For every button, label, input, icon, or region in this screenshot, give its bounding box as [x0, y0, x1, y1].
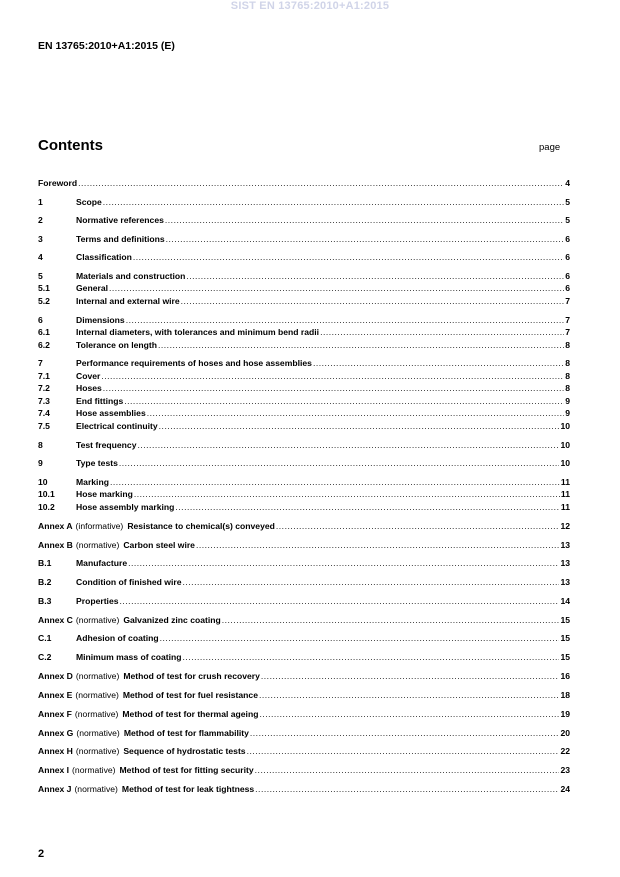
page-column-label: page: [539, 142, 561, 153]
toc-title: Condition of finished wire: [76, 577, 182, 587]
toc-page-number: 11: [560, 489, 570, 499]
toc-leader-dots: [313, 357, 564, 370]
toc-leader-dots: [183, 576, 560, 589]
toc-title: End fittings: [76, 396, 124, 406]
toc-page-number: 23: [560, 765, 570, 775]
toc-entry[interactable]: [38, 576, 570, 589]
toc-page-number: 15: [560, 652, 570, 662]
toc-title: Internal diameters, with tolerances and minimum bend radii: [76, 327, 320, 337]
toc-annex-label: Annex D: [38, 671, 73, 681]
toc-page-number: 4: [565, 178, 570, 188]
toc-entry[interactable]: [38, 196, 570, 209]
toc-page-number: 22: [560, 746, 570, 756]
toc-title: Sequence of hydrostatic tests: [123, 746, 246, 756]
toc-section-number: 2: [38, 215, 43, 225]
page-number: 2: [38, 848, 45, 860]
toc-leader-dots: [276, 520, 560, 533]
toc-page-number: 8: [565, 358, 570, 368]
toc-section-number: B.3: [38, 596, 52, 606]
toc-title: Classification: [76, 252, 132, 262]
toc-page-number: 24: [560, 784, 570, 794]
toc-title: Method of test for fitting security: [119, 765, 254, 775]
toc-page-number: 8: [565, 371, 570, 381]
toc-entry[interactable]: [38, 457, 570, 470]
toc-page-number: 15: [560, 615, 570, 625]
toc-page-number: 10: [560, 421, 570, 431]
toc-section-number: 7.3: [38, 396, 50, 406]
toc-annex-label: Annex B: [38, 540, 73, 550]
toc-page-number: 6: [565, 271, 570, 281]
toc-page-number: 10: [560, 458, 570, 468]
toc-entry[interactable]: [38, 233, 570, 246]
toc-title: Method of test for thermal ageing: [122, 709, 259, 719]
toc-leader-dots: [320, 326, 564, 339]
toc-page-number: 10: [560, 440, 570, 450]
toc-entry[interactable]: [38, 764, 570, 777]
toc-leader-dots: [259, 689, 559, 702]
toc-title: Test frequency: [76, 440, 137, 450]
contents-title: Contents: [38, 137, 103, 154]
toc-page-number: 19: [560, 709, 570, 719]
toc-page-number: 11: [560, 502, 570, 512]
toc-annex-type: (normative): [74, 784, 118, 794]
toc-leader-dots: [119, 457, 560, 470]
toc-page-number: 11: [560, 477, 570, 487]
toc-entry[interactable]: [38, 214, 570, 227]
toc-title: Normative references: [76, 215, 164, 225]
toc-entry[interactable]: [38, 689, 570, 702]
toc-section-number: 3: [38, 234, 43, 244]
toc-annex-label: Annex C: [38, 615, 73, 625]
toc-leader-dots: [109, 282, 564, 295]
toc-annex-type: (normative): [75, 540, 120, 550]
toc-annex-type: (normative): [75, 690, 119, 700]
toc-entry[interactable]: [38, 557, 570, 570]
toc-leader-dots: [158, 339, 564, 352]
toc-entry[interactable]: [38, 488, 570, 501]
toc-section-number: C.1: [38, 633, 52, 643]
toc-entry[interactable]: [38, 632, 570, 645]
toc-title: Carbon steel wire: [123, 540, 195, 550]
toc-leader-dots: [250, 727, 560, 740]
toc-page-number: 13: [560, 558, 570, 568]
toc-leader-dots: [259, 708, 559, 721]
toc-title: Minimum mass of coating: [76, 652, 182, 662]
toc-section-number: 5: [38, 271, 43, 281]
toc-title: Dimensions: [76, 315, 125, 325]
toc-page-number: 5: [565, 197, 570, 207]
toc-leader-dots: [181, 295, 565, 308]
toc-entry[interactable]: [38, 651, 570, 664]
toc-title: Manufacture: [76, 558, 128, 568]
toc-entry[interactable]: [38, 420, 570, 433]
toc-leader-dots: [120, 595, 560, 608]
toc-annex-type: (informative): [75, 521, 124, 531]
toc-leader-dots: [160, 632, 560, 645]
toc-section-number: 6: [38, 315, 43, 325]
toc-leader-dots: [261, 670, 560, 683]
toc-section-number: 7.4: [38, 408, 50, 418]
toc-leader-dots: [134, 488, 560, 501]
toc-page-number: 18: [560, 690, 570, 700]
document-id: EN 13765:2010+A1:2015 (E): [38, 40, 175, 52]
toc-entry[interactable]: [38, 177, 570, 190]
toc-title: Galvanized zinc coating: [123, 615, 221, 625]
toc-title: Marking: [76, 477, 109, 487]
toc-leader-dots: [147, 407, 564, 420]
toc-title: Tolerance on length: [76, 340, 158, 350]
toc-annex-label: Annex I: [38, 765, 70, 775]
toc-annex-label: Annex J: [38, 784, 72, 794]
toc-page-number: 13: [560, 540, 570, 550]
toc-leader-dots: [247, 745, 560, 758]
toc-leader-dots: [133, 251, 564, 264]
toc-entry[interactable]: [38, 282, 570, 295]
toc-entry[interactable]: [38, 745, 570, 758]
toc-leader-dots: [222, 614, 560, 627]
toc-section-number: 7.5: [38, 421, 50, 431]
toc-title: Method of test for flammability: [123, 728, 249, 738]
toc-entry[interactable]: [38, 251, 570, 264]
toc-annex-type: (normative): [74, 709, 119, 719]
toc-entry[interactable]: [38, 439, 570, 452]
toc-annex-type: (normative): [75, 615, 120, 625]
toc-page-number: 16: [560, 671, 570, 681]
toc-annex-label: Annex E: [38, 690, 73, 700]
toc-page-number: 13: [560, 577, 570, 587]
toc-annex-label: Annex F: [38, 709, 72, 719]
toc-leader-dots: [175, 501, 560, 514]
toc-leader-dots: [166, 233, 565, 246]
toc-page-number: 6: [565, 283, 570, 293]
toc-section-number: 1: [38, 197, 43, 207]
toc-section-number: 9: [38, 458, 43, 468]
toc-entry[interactable]: [38, 407, 570, 420]
toc-section-number: B.1: [38, 558, 52, 568]
toc-title: Scope: [76, 197, 102, 207]
toc-page-number: 15: [560, 633, 570, 643]
toc-title: Hose assembly marking: [76, 502, 175, 512]
toc-page-number: 9: [565, 408, 570, 418]
watermark: SIST EN 13765:2010+A1:2015: [230, 0, 390, 12]
toc-entry[interactable]: [38, 295, 570, 308]
toc-entry[interactable]: [38, 670, 570, 683]
toc-page-number: 8: [565, 383, 570, 393]
toc-page-number: 14: [560, 596, 570, 606]
toc-title: Method of test for crush recovery: [123, 671, 260, 681]
toc-section-number: 10: [38, 477, 48, 487]
toc-title: Resistance to chemical(s) conveyed: [127, 521, 275, 531]
toc-title: Materials and construction: [76, 271, 186, 281]
toc-entry[interactable]: [38, 727, 570, 740]
toc-section-number: 5.2: [38, 296, 50, 306]
toc-section-number: 6.1: [38, 327, 50, 337]
toc-page-number: 7: [565, 327, 570, 337]
toc-title: General: [76, 283, 109, 293]
toc-section-number: 4: [38, 252, 43, 262]
toc-page-number: 8: [565, 340, 570, 350]
toc-section-number: 10.2: [38, 502, 55, 512]
toc-annex-label: Annex A: [38, 521, 73, 531]
toc-leader-dots: [183, 651, 560, 664]
toc-entry[interactable]: [38, 382, 570, 395]
toc-title: Hoses: [76, 383, 102, 393]
toc-leader-dots: [255, 764, 560, 777]
toc-page-number: 7: [565, 296, 570, 306]
toc-leader-dots: [78, 177, 564, 190]
toc-annex-label: Annex H: [38, 746, 73, 756]
toc-section-number: B.2: [38, 577, 52, 587]
toc-page-number: 6: [565, 252, 570, 262]
toc-title: Terms and definitions: [76, 234, 165, 244]
toc-leader-dots: [128, 557, 559, 570]
toc-leader-dots: [255, 783, 559, 796]
toc-section-number: 7.2: [38, 383, 50, 393]
toc-annex-type: (normative): [75, 746, 120, 756]
toc-annex-type: (normative): [75, 671, 120, 681]
toc-page-number: 7: [565, 315, 570, 325]
toc-title: Adhesion of coating: [76, 633, 159, 643]
toc-title: Hose assemblies: [76, 408, 146, 418]
toc-title: Internal and external wire: [76, 296, 180, 306]
toc-title: Cover: [76, 371, 101, 381]
toc-leader-dots: [103, 196, 564, 209]
toc-entry[interactable]: [38, 783, 570, 796]
toc-annex-label: Annex G: [38, 728, 74, 738]
toc-annex-type: (normative): [76, 728, 120, 738]
toc-title: Method of test for leak tightness: [121, 784, 255, 794]
toc-section-number: 5.1: [38, 283, 50, 293]
toc-leader-dots: [196, 539, 559, 552]
toc-title: Foreword: [38, 178, 78, 188]
toc-entry[interactable]: [38, 614, 570, 627]
toc-entry[interactable]: [38, 595, 570, 608]
toc-section-number: C.2: [38, 652, 52, 662]
toc-title: Properties: [76, 596, 119, 606]
toc-title: Performance requirements of hoses and hose assemblies: [76, 358, 312, 368]
toc-leader-dots: [138, 439, 560, 452]
toc-section-number: 10.1: [38, 489, 55, 499]
toc-title: Hose marking: [76, 489, 133, 499]
toc-title: Electrical continuity: [76, 421, 158, 431]
toc-entry[interactable]: [38, 339, 570, 352]
toc-leader-dots: [165, 214, 564, 227]
toc-entry[interactable]: [38, 501, 570, 514]
toc-leader-dots: [103, 382, 564, 395]
toc-page-number: 20: [560, 728, 570, 738]
toc-title: Method of test for fuel resistance: [122, 690, 258, 700]
toc-section-number: 8: [38, 440, 43, 450]
toc-page-number: 9: [565, 396, 570, 406]
toc-page-number: 12: [560, 521, 570, 531]
toc-section-number: 7.1: [38, 371, 50, 381]
toc-entry[interactable]: [38, 326, 570, 339]
toc-section-number: 6.2: [38, 340, 50, 350]
toc-page-number: 6: [565, 234, 570, 244]
toc-leader-dots: [159, 420, 560, 433]
toc-entry[interactable]: [38, 357, 570, 370]
toc-entry[interactable]: [38, 520, 570, 533]
toc-title: Type tests: [76, 458, 118, 468]
toc-entry[interactable]: [38, 539, 570, 552]
toc-annex-type: (normative): [72, 765, 116, 775]
toc-section-number: 7: [38, 358, 43, 368]
toc-entry[interactable]: [38, 708, 570, 721]
toc-page-number: 5: [565, 215, 570, 225]
